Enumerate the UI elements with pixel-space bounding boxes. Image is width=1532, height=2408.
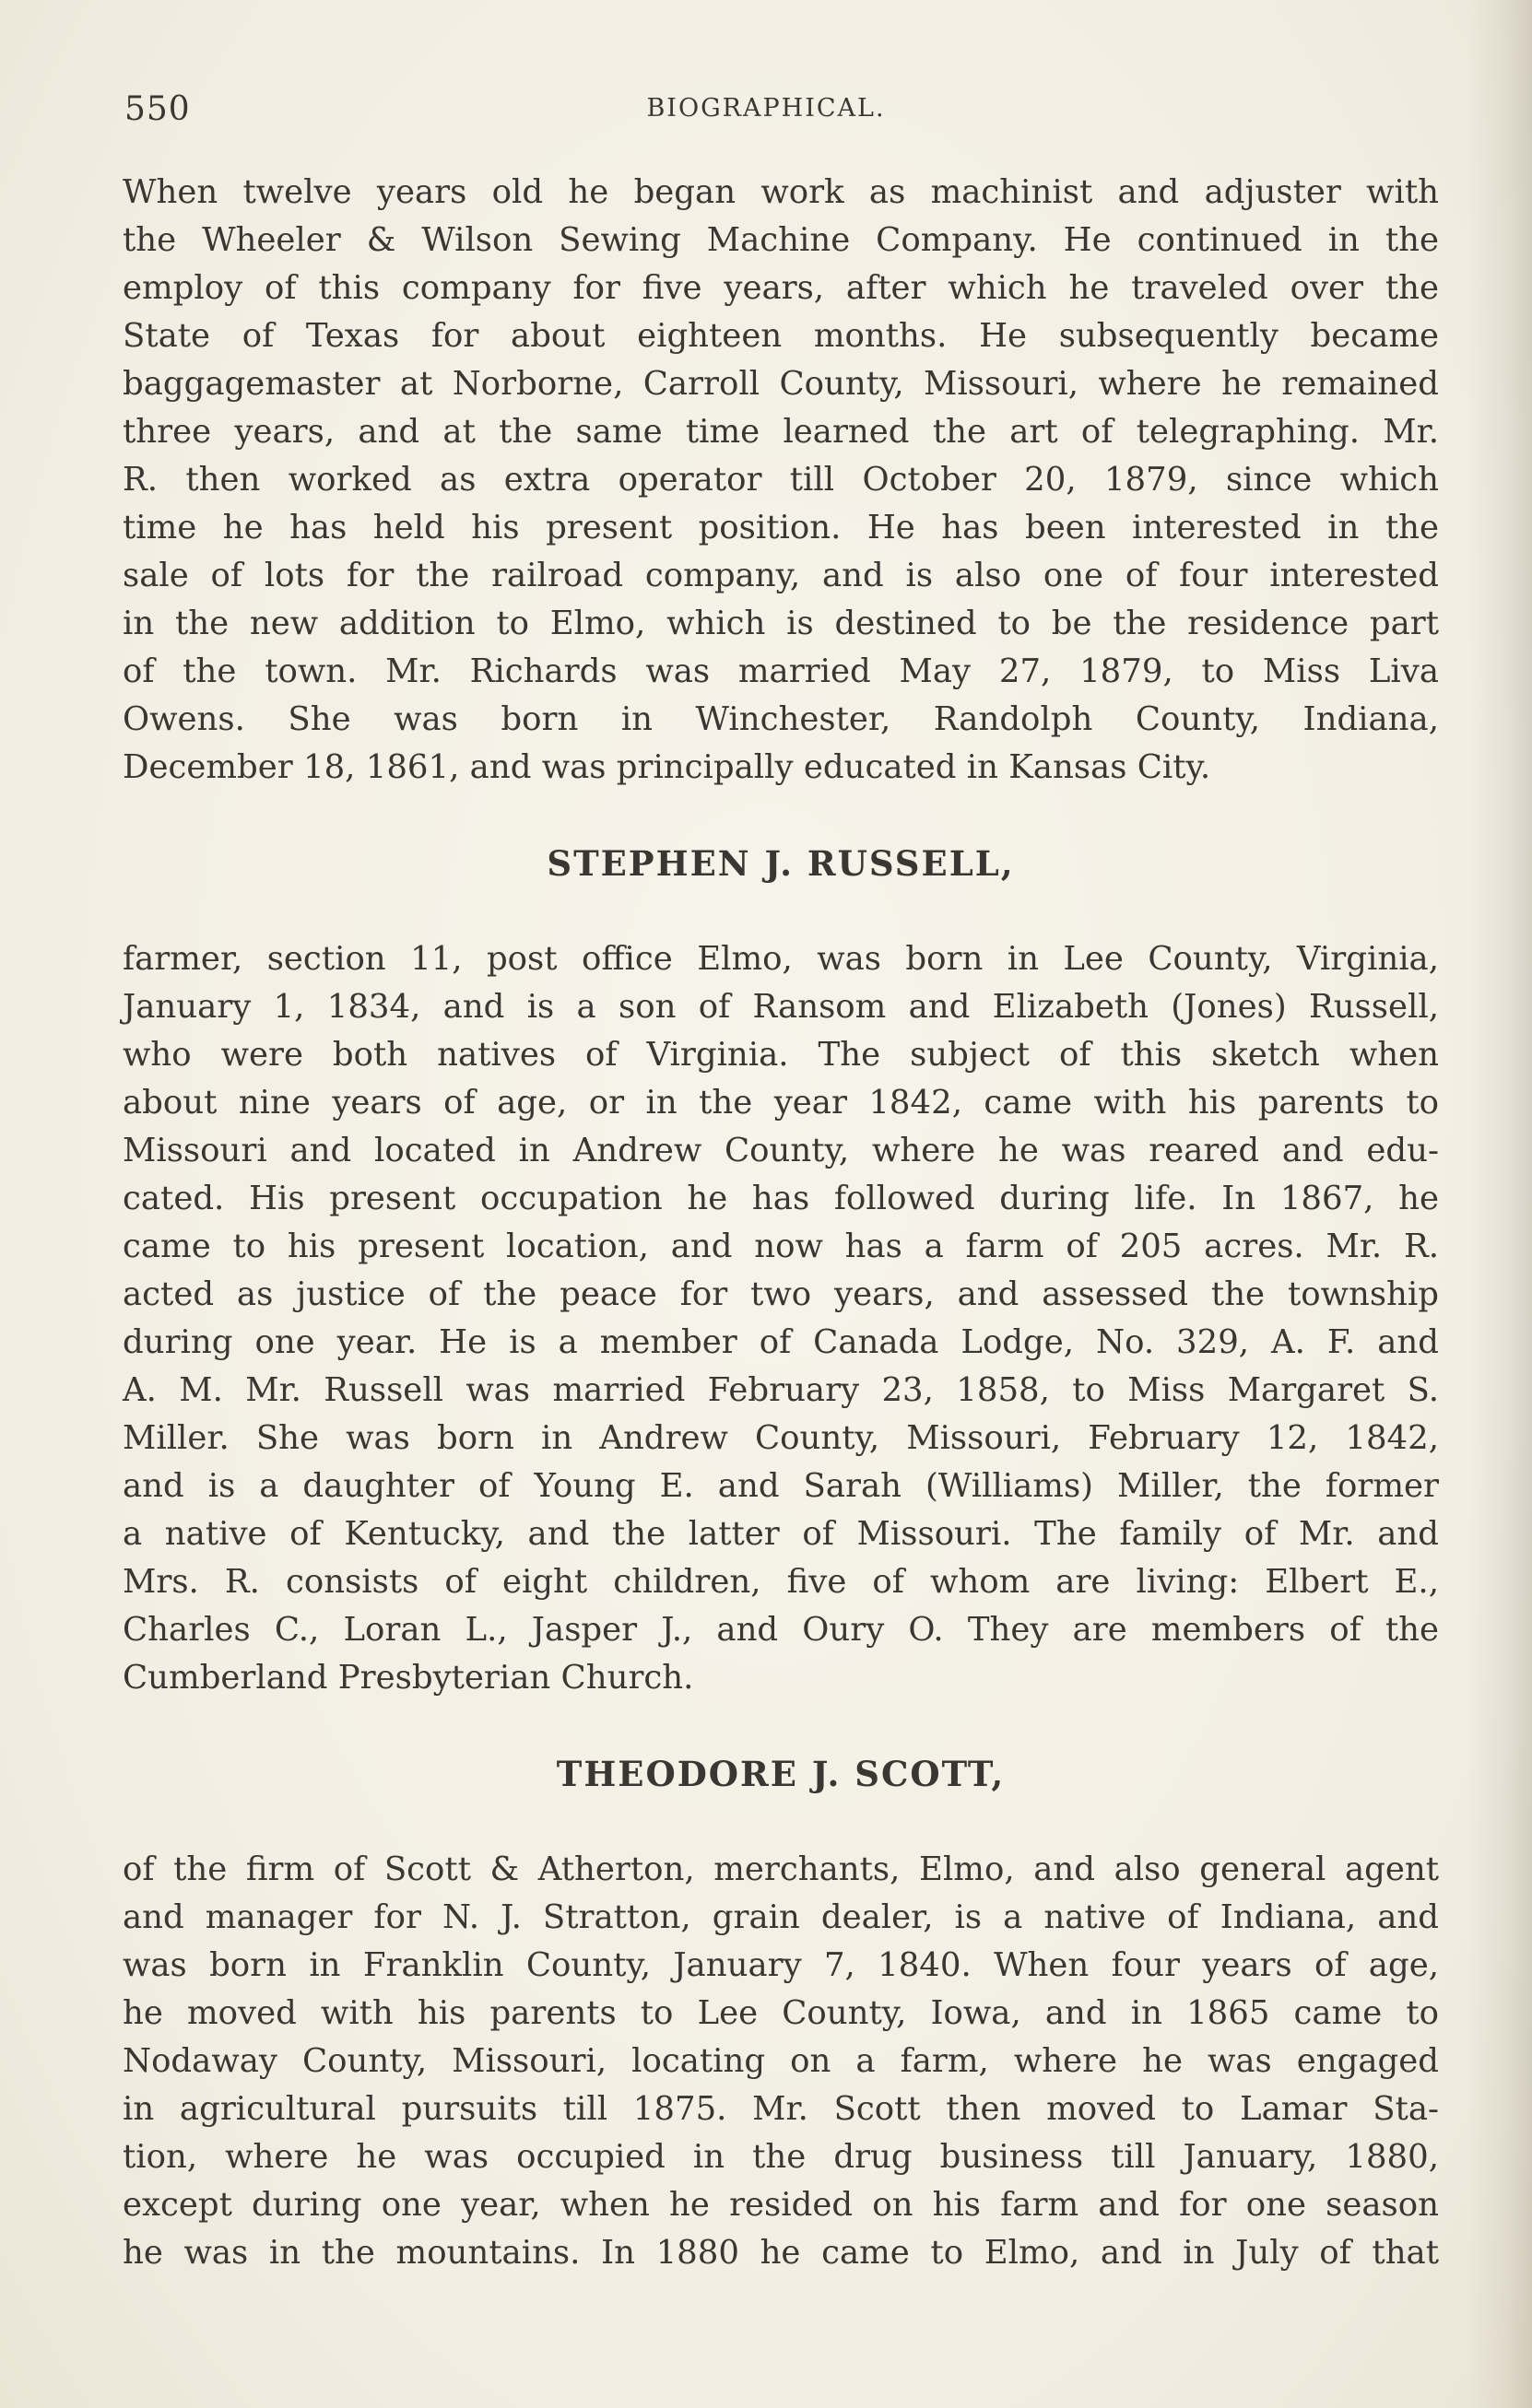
entry-russell xyxy=(123,935,1439,1702)
text-line: the Wheeler & Wilson Sewing Machine Company. He continued in the xyxy=(123,221,1439,259)
text-line: R. then worked as extra operator till October 20, 1879, since which xyxy=(123,461,1439,499)
text-line: baggagemaster at Norborne, Carroll County, Missouri, where he remained xyxy=(123,365,1439,403)
text-line: Nodaway County, Missouri, locating on a farm, where he was engaged xyxy=(123,2042,1439,2080)
text-line: Owens. She was born in Winchester, Randolph County, Indiana, xyxy=(123,700,1439,738)
text-line: and is a daughter of Young E. and Sarah (Williams) Miller, the former xyxy=(123,1467,1439,1505)
text-line: farmer, section 11, post office Elmo, was born in Lee County, Virginia, xyxy=(123,940,1439,978)
entry-heading-russell: STEPHEN J. RUSSELL, xyxy=(547,843,1015,884)
text-line: Miller. She was born in Andrew County, Missouri, February 12, 1842, xyxy=(123,1419,1439,1457)
text-line: of the town. Mr. Richards was married May 27, 1879, to Miss Liva xyxy=(123,652,1439,690)
text-line: acted as justice of the peace for two years, and assessed the township xyxy=(123,1275,1439,1313)
text-line: Charles C., Loran L., Jasper J., and Oury O. They are members of the xyxy=(123,1611,1439,1649)
text-line: was born in Franklin County, January 7, 1840. When four years of age, xyxy=(123,1946,1439,1984)
text-line: in agricultural pursuits till 1875. Mr. Scott then moved to Lamar Sta- xyxy=(123,2090,1439,2128)
page-edge-shadow xyxy=(1467,0,1532,2408)
text-line: Cumberland Presbyterian Church. xyxy=(123,1659,694,1697)
text-line: who were both natives of Virginia. The subject of this sketch when xyxy=(123,1036,1439,1074)
text-line: Missouri and located in Andrew County, where he was reared and edu- xyxy=(123,1132,1439,1169)
text-line: he was in the mountains. In 1880 he came to Elmo, and in July of that xyxy=(123,2234,1439,2272)
text-column xyxy=(123,169,1439,2277)
text-line: of the firm of Scott & Atherton, merchants, Elmo, and also general agent xyxy=(123,1850,1439,1888)
text-line: A. M. Mr. Russell was married February 23, 1858, to Miss Margaret S. xyxy=(123,1371,1439,1409)
text-line: Mrs. R. consists of eight children, five of whom are living: Elbert E., xyxy=(123,1563,1439,1601)
entry-scott xyxy=(123,1846,1439,2277)
text-line: January 1, 1834, and is a son of Ransom and Elizabeth (Jones) Russell, xyxy=(123,988,1439,1026)
text-line: cated. His present occupation he has followed during life. In 1867, he xyxy=(123,1180,1439,1217)
text-line: came to his present location, and now has a farm of 205 acres. Mr. R. xyxy=(123,1227,1439,1265)
page-number: 550 xyxy=(124,90,191,128)
text-line: a native of Kentucky, and the latter of Missouri. The family of Mr. and xyxy=(123,1515,1439,1553)
text-line: State of Texas for about eighteen months. He subsequently became xyxy=(123,317,1439,355)
page-header: BIOGRAPHICAL. xyxy=(646,94,886,123)
text-line: and manager for N. J. Stratton, grain dealer, is a native of Indiana, and xyxy=(123,1898,1439,1936)
entry-richards-continued xyxy=(123,169,1439,792)
text-line: December 18, 1861, and was principally educated in Kansas City. xyxy=(123,748,1211,786)
text-line: except during one year, when he resided on his farm and for one season xyxy=(123,2186,1439,2224)
text-line: he moved with his parents to Lee County, Iowa, and in 1865 came to xyxy=(123,1994,1439,2032)
text-line: during one year. He is a member of Canada Lodge, No. 329, A. F. and xyxy=(123,1323,1439,1361)
text-line: time he has held his present position. He has been interested in the xyxy=(123,509,1439,546)
text-line: about nine years of age, or in the year 1842, came with his parents to xyxy=(123,1084,1439,1122)
text-line: three years, and at the same time learned the art of telegraphing. Mr. xyxy=(123,413,1439,451)
text-line: tion, where he was occupied in the drug business till January, 1880, xyxy=(123,2138,1439,2176)
running-head xyxy=(0,90,1532,127)
text-line: sale of lots for the railroad company, and is also one of four interested xyxy=(123,557,1439,594)
text-line: When twelve years old he began work as machinist and adjuster with xyxy=(123,173,1439,211)
entry-heading-scott: THEODORE J. SCOTT, xyxy=(556,1754,1006,1794)
text-line: employ of this company for five years, after which he traveled over the xyxy=(123,269,1439,307)
text-line: in the new addition to Elmo, which is destined to be the residence part xyxy=(123,605,1439,642)
